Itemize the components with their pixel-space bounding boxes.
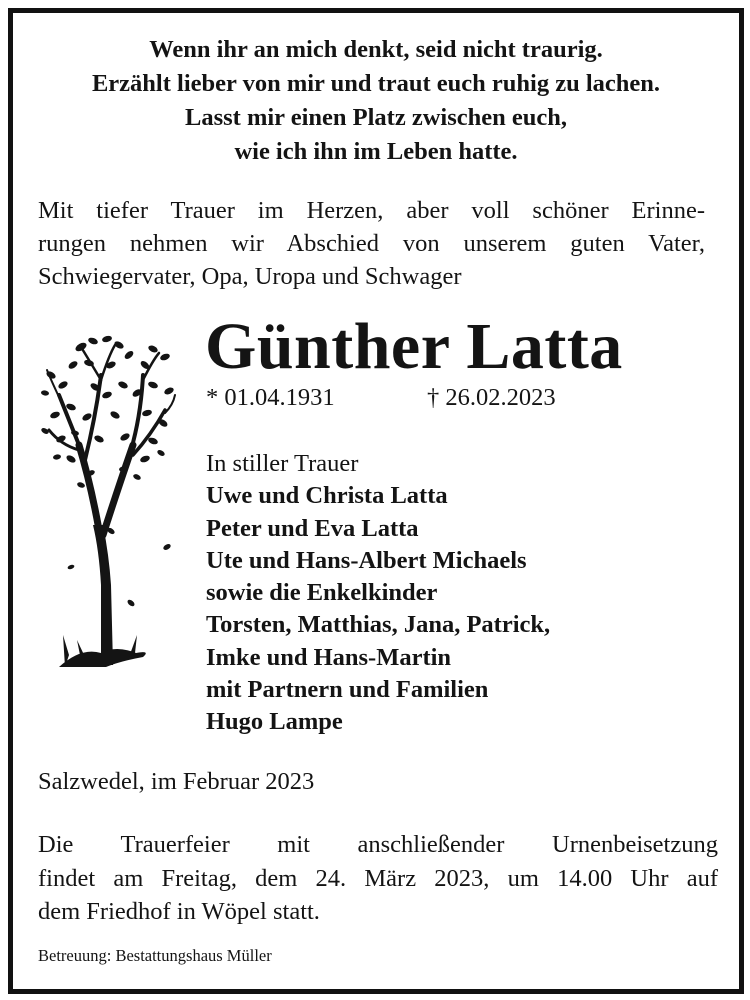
poem-line: Lasst mir einen Platz zwischen euch, (185, 104, 567, 131)
mourner-line: mit Partnern und Familien (206, 676, 489, 704)
intro-text (38, 194, 705, 293)
mourner-line: Ute und Hans-Albert Michaels (206, 546, 527, 574)
death-date: † 26.02.2023 (427, 384, 556, 411)
birth-date: * 01.04.1931 (206, 384, 335, 411)
mourner-line: sowie die Enkelkinder (206, 579, 438, 607)
mourners-lead: In stiller Trauer (206, 450, 359, 477)
service-line: dem Friedhof in Wöpel statt. (38, 898, 320, 925)
poem-line: Wenn ihr an mich denkt, seid nicht traurig. (149, 36, 603, 63)
mourner-line: Torsten, Matthias, Jana, Patrick, (206, 611, 551, 639)
poem-line: Erzählt lieber von mir und traut euch ruhig zu lachen. (91, 70, 661, 97)
service-line: Die Trauerfeier mit anschließender Urnenbeisetzung (38, 831, 718, 858)
intro-line: rungen nehmen wir Abschied von unserem guten Vater, (38, 230, 705, 257)
service-info (38, 828, 718, 929)
mourner-line: Uwe und Christa Latta (206, 482, 448, 510)
tree-silhouette-icon (41, 335, 176, 670)
poem-line: wie ich ihn im Leben hatte. (234, 138, 518, 165)
service-line: findet am Freitag, dem 24. März 2023, um 14.00 Uhr auf (38, 864, 718, 892)
deceased-name: Günther Latta (205, 310, 623, 383)
obituary-notice (8, 8, 744, 994)
mourners-list (206, 448, 550, 739)
intro-line: Mit tiefer Trauer im Herzen, aber voll schöner Erinne- (38, 197, 705, 224)
mourner-line: Imke und Hans-Martin (206, 643, 452, 671)
mourner-line: Peter und Eva Latta (206, 514, 419, 542)
funeral-home-credit: Betreuung: Bestattungshaus Müller (38, 946, 272, 965)
place-date: Salzwedel, im Februar 2023 (38, 768, 315, 795)
mourner-line: Hugo Lampe (206, 708, 343, 736)
intro-line: Schwiegervater, Opa, Uropa und Schwager (38, 263, 462, 290)
poem (13, 33, 739, 169)
